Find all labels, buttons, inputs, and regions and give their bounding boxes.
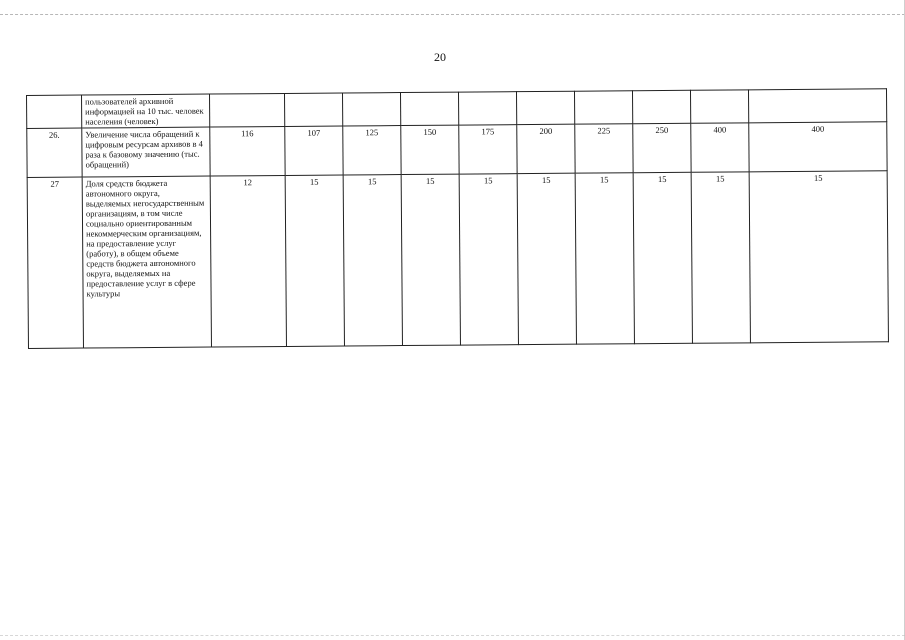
value-cell: 15 [343,175,402,346]
value-cell [632,90,690,123]
value-cell: 15 [633,172,692,343]
value-cell [400,92,458,125]
table-row [27,171,888,349]
value-cell: 107 [285,126,343,175]
value-cell: 150 [401,125,459,174]
row-number [27,95,82,128]
value-cell: 400 [691,123,749,172]
value-cell [690,90,748,123]
value-cell: 125 [343,126,401,175]
value-cell [574,91,632,124]
row-number: 27 [27,177,83,348]
value-cell [458,92,516,125]
value-cell: 15 [459,174,518,345]
value-cell: 15 [575,173,634,344]
value-cell: 250 [633,123,691,172]
value-cell: 225 [575,124,633,173]
value-cell: 400 [749,122,887,172]
value-cell [209,93,284,127]
indicator-description: Доля средств бюджета автономного округа, выделяемых негосударственным организациям, в том числе социально ориентированным некоммерческим организациям, на предоставление услуг (работу), в общем объеме средств бюджета автономного округа, выделяемых на предоставление услуг в сфере культуры [82,176,211,348]
indicators-table [26,88,889,349]
scan-edge-bottom [0,635,905,637]
value-cell: 15 [749,171,888,343]
row-number: 26. [27,128,82,177]
value-cell: 200 [517,124,575,173]
value-cell: 15 [285,175,344,346]
value-cell: 15 [401,174,460,345]
indicator-description: Увеличение числа обращений к цифровым ресурсам архивов в 4 раза к базовому значению (тыс. обращений) [82,127,210,177]
value-cell [284,93,342,126]
value-cell [516,91,574,124]
value-cell [342,93,400,126]
value-cell [748,89,886,123]
value-cell: 15 [691,172,750,343]
value-cell: 15 [517,173,576,344]
value-cell: 175 [459,125,517,174]
indicator-description: пользователей архивной информацией на 10 тыс. человек населения (человек) [82,94,210,128]
scan-edge-top [0,14,905,16]
value-cell: 12 [210,175,286,347]
table-row [27,122,887,178]
page-number: 20 [434,50,446,64]
value-cell: 116 [210,126,285,176]
